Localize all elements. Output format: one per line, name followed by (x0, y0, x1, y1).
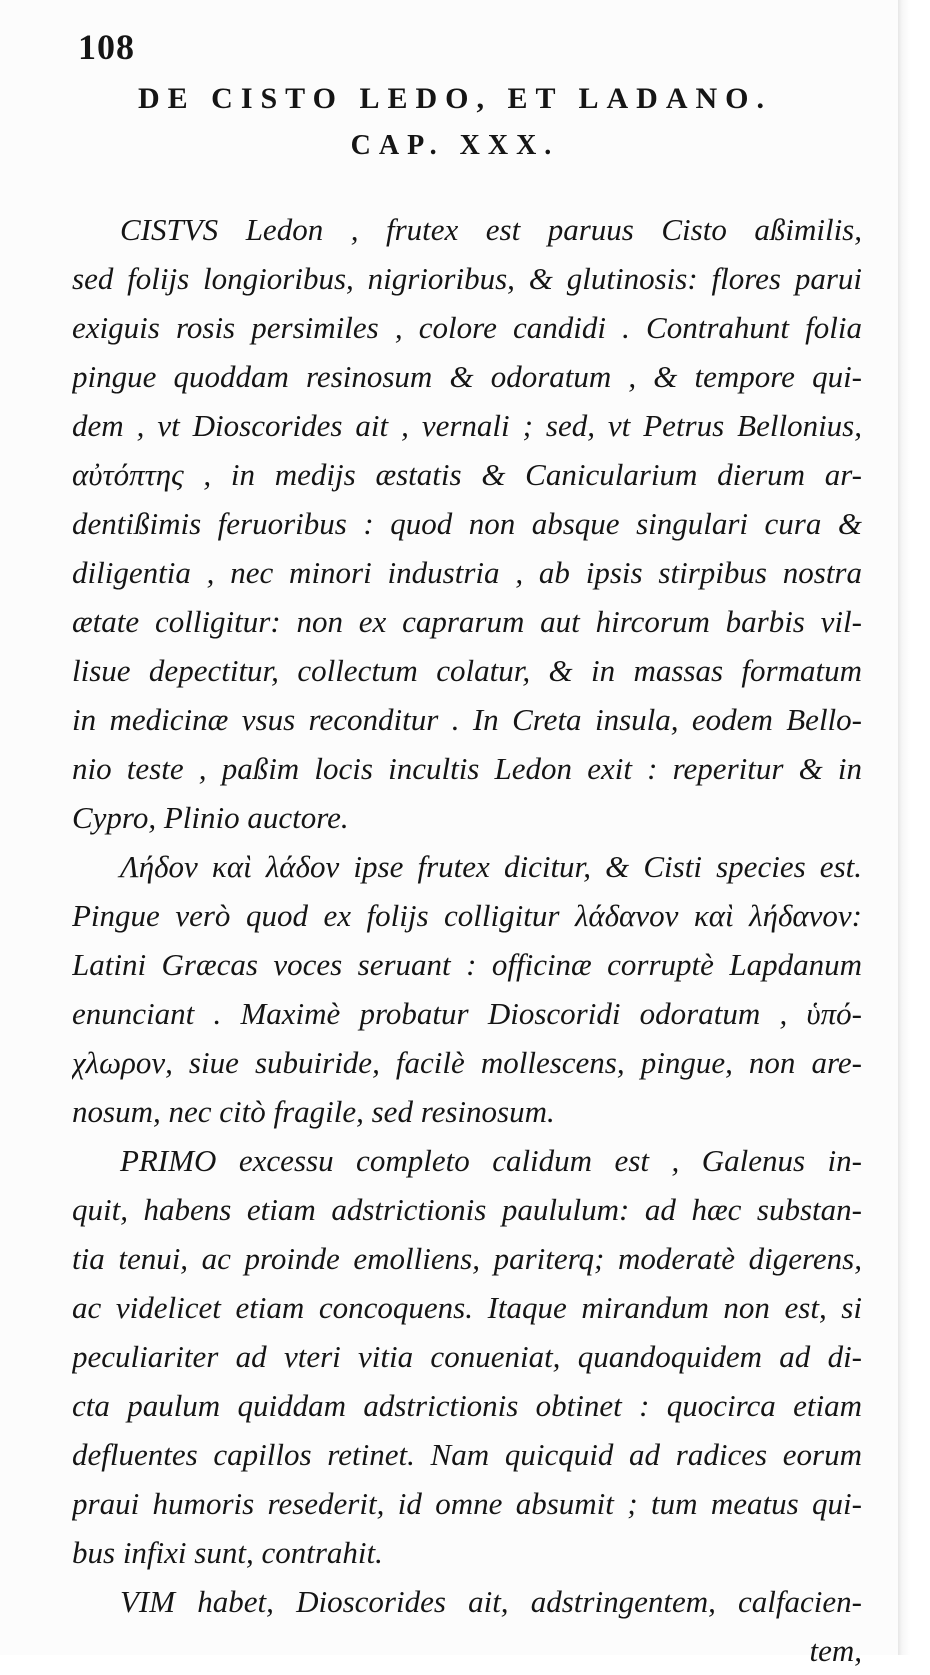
text-line: defluentes capillos retinet. Nam quicquid ad radices eorum (72, 1437, 862, 1472)
chapter-title: DE CISTO LEDO, ET LADANO. (137, 82, 772, 115)
page-edge-shadow (898, 0, 930, 1655)
text-line: diligentia , nec minori industria , ab ipsis stirpibus nostra (72, 555, 862, 590)
text-line: Cypro, Plinio auctore. (72, 800, 349, 835)
text-line: praui humoris resederit, id omne absumit ; tum meatus qui- (72, 1486, 862, 1521)
text-line: Latini Græcas voces seruant : officinæ corruptè Lapdanum (72, 947, 862, 982)
text-line: χλωρον, siue subuiride, facilè mollescens, pingue, non are- (72, 1045, 862, 1080)
text-line: VIM habet, Dioscorides ait, adstringentem, calfacien- (120, 1584, 862, 1619)
text-line: tia tenui, ac proinde emolliens, pariterq; moderatè digerens, (72, 1241, 862, 1276)
text-line: Λήδον καὶ λάδον ipse frutex dicitur, & Cisti species est. (120, 849, 862, 884)
text-line: exiguis rosis persimiles , colore candidi . Contrahunt folia (72, 310, 862, 345)
text-line: quit, habens etiam adstrictionis paululum: ad hæc substan- (72, 1192, 862, 1227)
text-line: nio teste , paßim locis incultis Ledon exit : reperitur & in (72, 751, 862, 786)
text-line: cta paulum quiddam adstrictionis obtinet : quocirca etiam (72, 1388, 862, 1423)
text-line: ætate colligitur: non ex caprarum aut hircorum barbis vil- (72, 604, 862, 639)
text-line: lisue depectitur, collectum colatur, & in massas formatum (72, 653, 862, 688)
text-line: PRIMO excessu completo calidum est , Galenus in- (120, 1143, 862, 1178)
text-line: CISTVS Ledon , frutex est paruus Cisto aßimilis, (120, 212, 862, 247)
text-line: bus infixi sunt, contrahit. (72, 1535, 383, 1570)
text-line: peculiariter ad vteri vitia conueniat, quandoquidem ad di- (72, 1339, 862, 1374)
text-line: Pingue verò quod ex folijs colligitur λάδανον καὶ λήδανον: (72, 898, 862, 933)
text-line: sed folijs longioribus, nigrioribus, & glutinosis: flores parui (72, 261, 862, 296)
page-number: 108 (78, 27, 135, 67)
chapter-number: CAP. XXX. (350, 130, 560, 161)
text-line: in medicinæ vsus reconditur . In Creta insula, eodem Bello- (72, 702, 862, 737)
text-line: pingue quoddam resinosum & odoratum , & tempore qui- (72, 359, 862, 394)
text-line: tem, (809, 1633, 862, 1668)
text-line: dentißimis feruoribus : quod non absque singulari cura & (72, 506, 862, 541)
text-line: αὐτόπτης , in medijs æstatis & Canicularium dierum ar- (72, 457, 862, 492)
body-text (72, 205, 862, 1675)
text-line: ac videlicet etiam concoquens. Itaque mirandum non est, si (72, 1290, 862, 1325)
text-line: enunciant . Maximè probatur Dioscoridi odoratum , ὑπό- (72, 996, 862, 1031)
text-line: nosum, nec citò fragile, sed resinosum. (72, 1094, 555, 1129)
text-line: dem , vt Dioscorides ait , vernali ; sed, vt Petrus Bellonius, (72, 408, 862, 443)
